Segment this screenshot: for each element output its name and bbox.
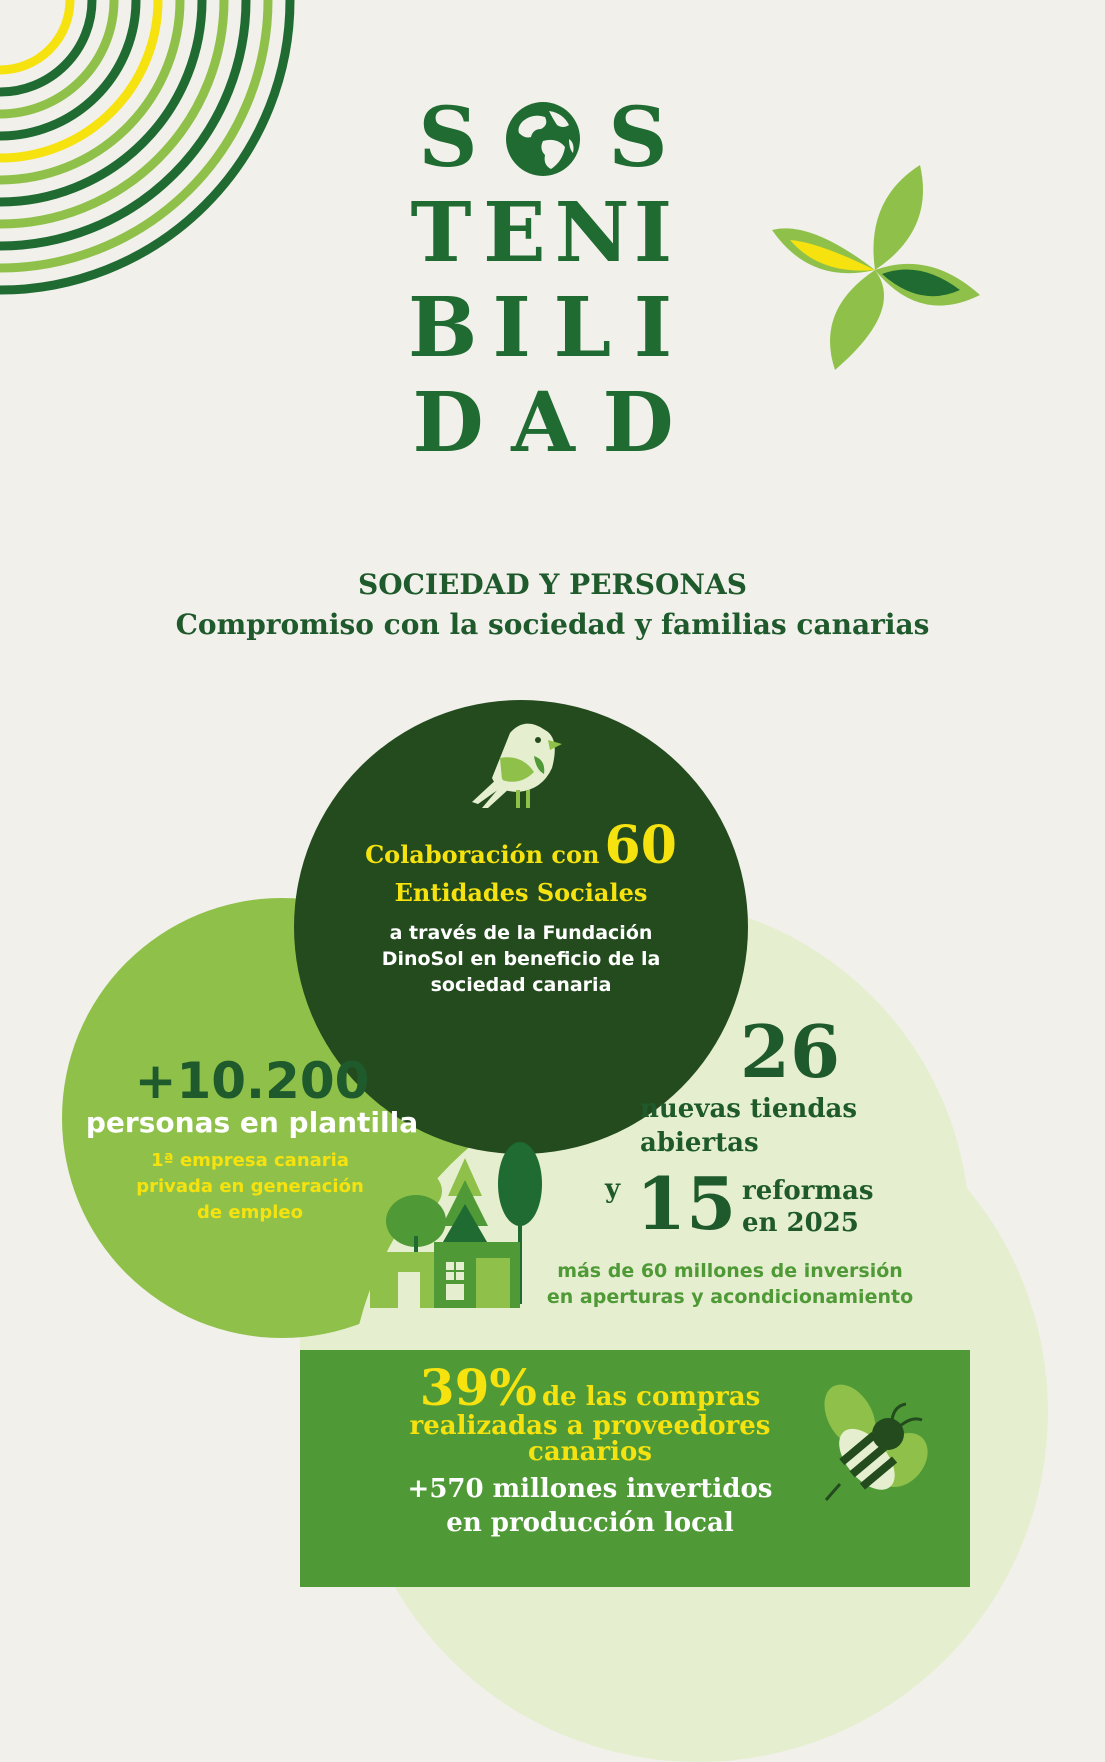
suppliers-heading xyxy=(300,1360,880,1416)
section-subheading: Compromiso con la sociedad y familias canarias xyxy=(175,608,930,641)
local-production-1: +570 millones invertidos xyxy=(407,1474,773,1504)
investment-line-2: en aperturas y acondicionamiento xyxy=(546,1286,914,1308)
title-line-2 xyxy=(408,185,678,281)
stores-label-2: abiertas xyxy=(640,1128,759,1158)
title-letter: D xyxy=(602,375,674,471)
suppliers-text-2: realizadas a proveedores xyxy=(409,1411,771,1441)
local-production-2: en producción local xyxy=(446,1508,734,1538)
title-letter: L xyxy=(553,280,612,376)
stores-label-1: nuevas tiendas xyxy=(640,1094,857,1124)
social-line2: Entidades Sociales xyxy=(394,878,648,907)
title-line-3 xyxy=(408,280,678,376)
social-text: Colaboración con xyxy=(365,840,600,869)
title-letter: I xyxy=(492,280,531,376)
globe-icon xyxy=(503,93,583,196)
employees-note-2: privada en generación xyxy=(136,1176,364,1197)
leaf-icon xyxy=(770,160,985,375)
concentric-arcs-icon xyxy=(0,0,300,320)
reforms-label-1: reformas xyxy=(742,1176,874,1206)
title-line-1 xyxy=(408,90,678,196)
houses-trees-icon xyxy=(368,1136,563,1308)
suppliers-text-1: de las compras xyxy=(541,1382,761,1412)
stores-number: 26 xyxy=(739,1009,841,1094)
employees-note-1: 1ª empresa canaria xyxy=(151,1150,349,1171)
reforms-number: 15 xyxy=(636,1161,737,1246)
title-letter: B xyxy=(408,280,478,376)
bird-icon xyxy=(470,718,570,813)
social-number: 60 xyxy=(604,815,677,876)
title-line-4 xyxy=(408,375,678,471)
section-heading: SOCIEDAD Y PERSONAS xyxy=(358,568,747,601)
social-desc-1: a través de la Fundación xyxy=(389,922,653,944)
employees-label: personas en plantilla xyxy=(85,1106,419,1139)
stores-connector: y xyxy=(605,1174,621,1204)
title-letter: N xyxy=(554,185,630,281)
investment-line-1: más de 60 millones de inversión xyxy=(557,1260,903,1282)
title-letter: S xyxy=(608,90,668,186)
employees-number: +10.200 xyxy=(134,1052,370,1110)
title-letter: E xyxy=(483,185,546,281)
title-letter: S xyxy=(418,90,478,186)
title-letter: D xyxy=(412,375,484,471)
title-letter: I xyxy=(633,280,673,376)
social-desc-3: sociedad canaria xyxy=(430,974,612,996)
social-desc-2: DinoSol en beneficio de la xyxy=(381,948,661,970)
bee-icon xyxy=(810,1382,935,1507)
suppliers-percent: 39% xyxy=(419,1358,537,1417)
social-heading xyxy=(294,815,748,876)
title-letter: T xyxy=(410,185,472,281)
title-letter: A xyxy=(511,375,575,471)
title-letter: I xyxy=(633,185,673,281)
suppliers-text-3: canarios xyxy=(528,1437,652,1467)
reforms-label-2: en 2025 xyxy=(742,1208,859,1238)
employees-note-3: de empleo xyxy=(197,1202,303,1223)
